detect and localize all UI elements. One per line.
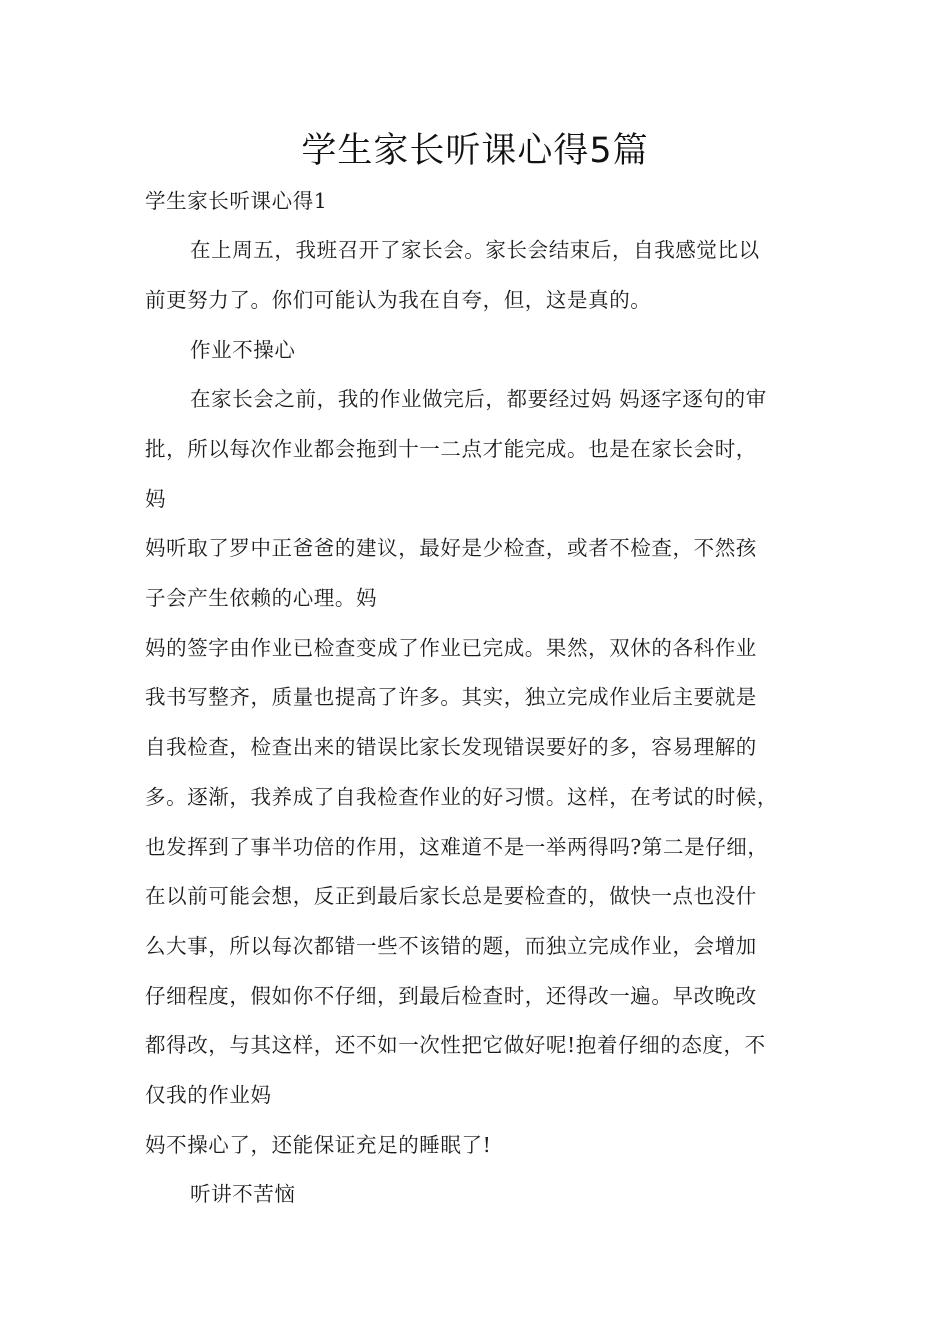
paragraph-line: 我书写整齐，质量也提高了许多。其实，独立完成作业后主要就是 xyxy=(145,685,757,709)
paragraph-line: 前更努力了。你们可能认为我在自夸，但，这是真的。 xyxy=(145,288,652,312)
paragraph-line: 在上周五，我班召开了家长会。家长会结束后，自我感觉比以 xyxy=(190,238,760,262)
paragraph-line: 在家长会之前，我的作业做完后，都要经过妈 妈逐字逐句的审 xyxy=(190,387,767,411)
subheading: 听讲不苦恼 xyxy=(190,1182,296,1206)
section-heading: 学生家长听课心得1 xyxy=(145,189,328,213)
subheading: 作业不操心 xyxy=(190,338,296,362)
paragraph-line: 妈听取了罗中正爸爸的建议，最好是少检查，或者不检查，不然孩 xyxy=(145,536,757,560)
paragraph-line: 也发挥到了事半功倍的作用，这难道不是一举两得吗?第二是仔细， xyxy=(145,835,769,859)
paragraph-line: 妈 xyxy=(145,487,167,511)
paragraph-line: 都得改，与其这样，还不如一次性把它做好呢!抱着仔细的态度，不 xyxy=(145,1033,766,1057)
paragraph-line: 自我检查，检查出来的错误比家长发现错误要好的多，容易理解的 xyxy=(145,735,757,759)
paragraph-line: 妈的签字由作业已检查变成了作业已完成。果然，双休的各科作业 xyxy=(145,636,757,660)
paragraph-line: 批，所以每次作业都会拖到十一二点才能完成。也是在家长会时， xyxy=(145,437,757,461)
paragraph-line: 妈不操心了，还能保证充足的睡眠了! xyxy=(145,1133,492,1157)
document-title: 学生家长听课心得5篇 xyxy=(301,131,649,171)
paragraph-line: 多。逐渐，我养成了自我检查作业的好习惯。这样，在考试的时候， xyxy=(145,785,778,809)
paragraph-line: 在以前可能会想，反正到最后家长总是要检查的，做快一点也没什 xyxy=(145,884,757,908)
paragraph-line: 子会产生依赖的心理。妈 xyxy=(145,586,378,610)
paragraph-line: 仔细程度，假如你不仔细，到最后检查时，还得改一遍。早改晚改 xyxy=(145,984,757,1008)
paragraph-line: 仅我的作业妈 xyxy=(145,1083,272,1107)
paragraph-line: 么大事，所以每次都错一些不该错的题，而独立完成作业，会增加 xyxy=(145,934,757,958)
